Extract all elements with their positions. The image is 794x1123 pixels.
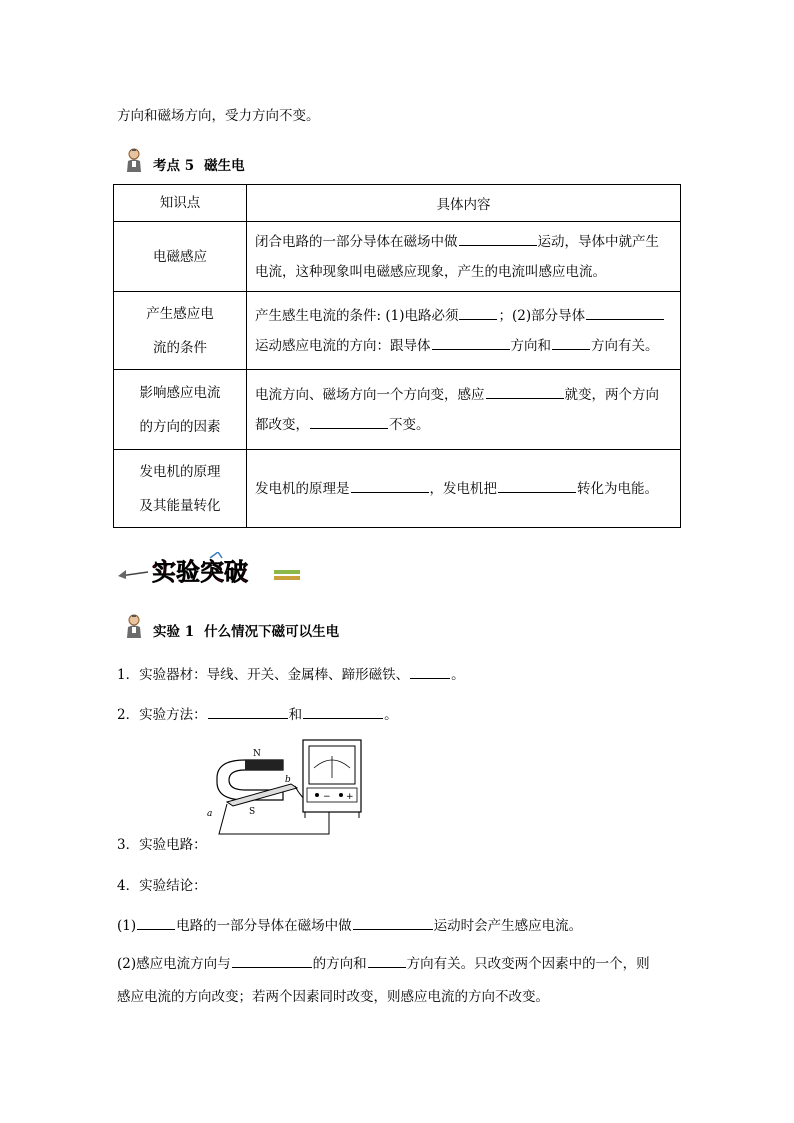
row-topic-line: 的方向的因素 [139,418,221,435]
table-header-row [114,185,681,222]
row-topic [114,222,247,292]
item-text: 的方向和 [312,956,367,972]
row-topic-line: 影响感应电流 [139,384,221,401]
section-label: 考点 5 [153,158,195,174]
conclusion-2 [117,952,650,972]
fill-blank[interactable] [552,337,590,350]
row-topic [114,450,247,528]
label-b: b [285,775,291,785]
item-text: 。 [384,707,398,723]
item-text: (1) [117,918,137,934]
content-text: 发电机的原理是 [255,480,350,497]
content-text: 运动，导体中就产生 [537,233,659,250]
fill-blank[interactable] [459,307,497,320]
banner-ruler-icon [274,576,300,580]
banner-text: 实验突破 [152,558,248,586]
item-circuit: 3．实验电路： [117,837,207,853]
row-topic [114,292,247,370]
content-text: 转化为电能。 [577,480,658,497]
fill-blank[interactable] [137,917,175,930]
fill-blank[interactable] [410,666,450,679]
item-text: 1．实验器材：导线、开关、金属棒、蹄形磁铁、 [117,667,410,683]
banner-ruler-icon [274,570,300,574]
item-text: (2)感应电流方向与 [117,956,231,972]
fill-blank[interactable] [353,917,433,930]
terminal [315,793,319,797]
terminal [339,793,343,797]
content-text: 闭合电路的一部分导体在磁场中做 [255,233,458,250]
conclusion-1 [117,914,582,934]
label-a: a [207,809,213,819]
experiment-circuit-diagram [205,738,365,848]
table-row [114,292,681,370]
fill-blank[interactable] [351,480,429,493]
knowledge-table [113,184,681,528]
magnet-pole-n [245,760,283,770]
experiment-breakthrough-banner [118,552,304,588]
experiment-label: 实验 1 [153,624,195,640]
row-topic [114,370,247,450]
table-header-content: 具体内容 [247,185,681,222]
banner-arrow-icon [118,570,126,579]
fill-blank[interactable] [486,386,564,399]
item-text: 2．实验方法： [117,707,207,723]
content-text: 方向有关。 [591,337,659,354]
row-topic-line: 产生感应电 [146,305,214,322]
experiment-title: 什么情况下磁可以生电 [204,624,340,640]
content-text: 就变，两个方向 [564,386,659,403]
content-text: 都改变， [255,416,309,433]
table-row [114,370,681,450]
intro-line: 方向和磁场方向，受力方向不变。 [117,108,320,124]
row-content [247,222,681,292]
content-text: 产生感生电流的条件: (1)电路必须 [255,307,459,324]
content-text: 电流，这种现象叫电磁感应现象，产生的电流叫感应电流。 [255,263,606,280]
fill-blank[interactable] [459,233,537,246]
item-text: 电路的一部分导体在磁场中做 [176,918,352,934]
item-text: 和 [288,707,303,723]
item-text: 方向有关。只改变两个因素中的一个，则 [406,956,650,972]
content-text: 电流方向、磁场方向一个方向变，感应 [255,386,485,403]
item-method [117,703,398,723]
item-equipment [117,663,465,683]
fill-blank[interactable] [586,307,664,320]
fill-blank[interactable] [432,337,510,350]
row-topic-line: 电磁感应 [153,248,207,265]
fill-blank[interactable] [232,955,312,968]
content-text: ；(2)部分导体 [498,307,586,324]
fill-blank[interactable] [208,706,288,719]
row-content [247,450,681,528]
conclusion-2-line2: 感应电流的方向改变；若两个因素同时改变，则感应电流的方向不改变。 [117,989,549,1005]
content-text: ，发电机把 [429,480,497,497]
teacher-icon [125,614,143,640]
table-row [114,222,681,292]
label-n: N [253,749,261,759]
fill-blank[interactable] [303,706,383,719]
row-topic-line: 流的条件 [153,339,207,356]
experiment-heading-1 [125,610,339,640]
item-text: 。 [451,667,465,683]
content-text: 方向和 [510,337,551,354]
label-s: S [249,807,256,817]
section-heading-5 [125,144,245,174]
fill-blank[interactable] [498,480,576,493]
table-row [114,450,681,528]
item-conclusion: 4．实验结论： [117,878,207,894]
item-text: 运动时会产生感应电流。 [433,918,583,934]
label-minus: − [323,792,331,802]
row-content [247,292,681,370]
fill-blank[interactable] [310,416,388,429]
content-text: 不变。 [389,416,430,433]
teacher-icon [125,148,143,174]
row-content [247,370,681,450]
section-title: 磁生电 [204,158,245,174]
label-plus: + [346,792,354,802]
content-text: 运动感应电流的方向：跟导体 [255,337,431,354]
fill-blank[interactable] [368,955,406,968]
table-header-topic: 知识点 [114,185,247,222]
row-topic-line: 及其能量转化 [139,497,221,514]
row-topic-line: 发电机的原理 [139,463,221,480]
